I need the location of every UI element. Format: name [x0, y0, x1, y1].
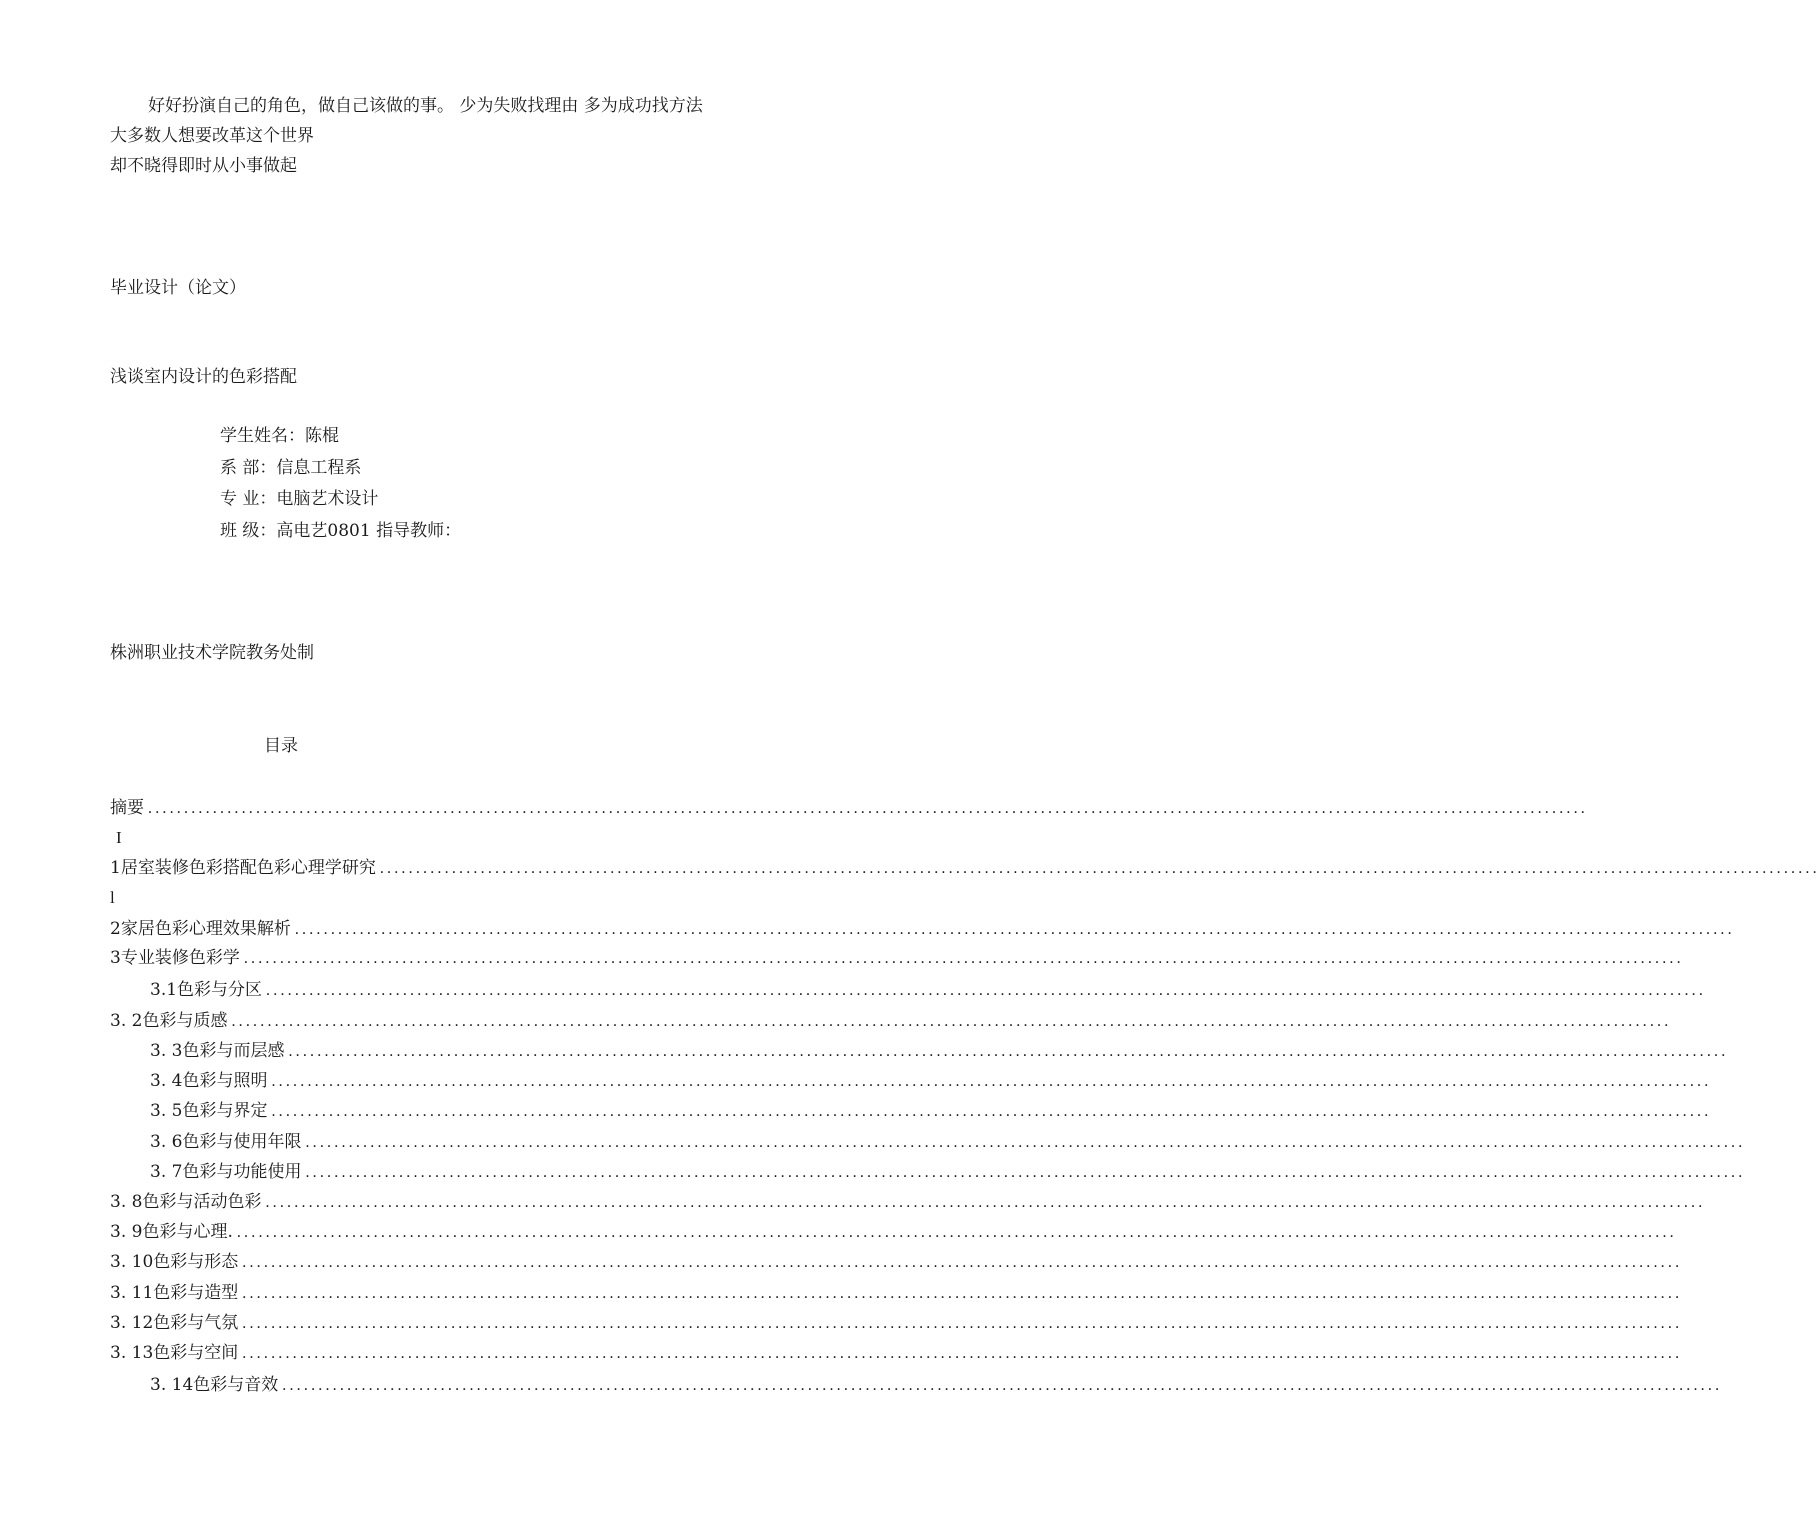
student-name: 学生姓名：陈棍 [220, 426, 339, 446]
toc-entry-label: 3专业装修色彩学 [110, 948, 240, 968]
toc-entry-label: 3. 9色彩与心理. [110, 1222, 233, 1242]
toc-entry[interactable] [150, 1069, 1712, 1094]
toc-dot-leader: ........................................................................................................................................................................................................ [305, 1134, 1746, 1151]
toc-dot-leader: ........................................................................................................................................................................................................ [282, 1377, 1723, 1394]
toc-dot-leader: ........................................................................................................................................................................................................ [271, 1073, 1712, 1090]
intro-line-3: 却不晓得即时从小事做起 [110, 156, 297, 176]
toc-entry[interactable] [110, 796, 1588, 821]
department: 系 部：信息工程系 [220, 458, 362, 478]
toc-dot-leader: ........................................................................................................................................................................................................ [236, 1224, 1677, 1241]
toc-entry-label: 3.1色彩与分区 [150, 980, 263, 1000]
toc-entry[interactable] [110, 856, 1820, 881]
doc-type-heading: 毕业设计（论文） [110, 278, 246, 298]
toc-entry[interactable] [110, 1341, 1683, 1366]
toc-entry[interactable] [110, 917, 1735, 942]
toc-dot-leader: ........................................................................................................................................................................................................ [265, 1194, 1706, 1211]
toc-entry-label: 3. 12色彩与气氛 [110, 1313, 239, 1333]
toc-dot-leader: ........................................................................................................................................................................................................ [271, 1103, 1712, 1120]
toc-entry-label: 3. 13色彩与空间 [110, 1343, 239, 1363]
toc-entry[interactable] [110, 946, 1684, 971]
toc-entry[interactable] [110, 1281, 1683, 1306]
toc-entry-label: 3. 3色彩与而层感 [150, 1041, 285, 1061]
toc-dot-leader: ........................................................................................................................................................................................................ [243, 950, 1684, 967]
toc-entry-page-number: l [110, 888, 115, 907]
toc-entry[interactable] [110, 1311, 1683, 1336]
class-and-advisor: 班 级：高电艺0801 指导教师： [220, 521, 462, 541]
toc-entry-label: 3. 14色彩与音效 [150, 1375, 279, 1395]
toc-entry[interactable] [150, 1099, 1712, 1124]
toc-entry[interactable] [150, 1130, 1746, 1155]
toc-dot-leader: ........................................................................................................................................................................................................ [294, 921, 1735, 938]
toc-dot-leader: ........................................................................................................................................................................................................ [242, 1254, 1683, 1271]
toc-dot-leader: ........................................................................................................................................................................................................ [288, 1043, 1729, 1060]
toc-entry-label: 摘要 [110, 798, 144, 818]
toc-entry-label: 3. 6色彩与使用年限 [150, 1132, 302, 1152]
toc-entry-label: 3. 7色彩与功能使用 [150, 1162, 302, 1182]
toc-dot-leader: ........................................................................................................................................................................................................ [148, 800, 1588, 817]
toc-entry[interactable] [150, 978, 1707, 1003]
toc-entry[interactable] [110, 1190, 1706, 1215]
toc-dot-leader: ........................................................................................................................................................................................................ [231, 1013, 1672, 1030]
intro-line-2: 大多数人想要改革这个世界 [110, 126, 314, 146]
major: 专 业：电脑艺术设计 [220, 489, 379, 509]
toc-dot-leader: ........................................................................................................................................................................................................ [242, 1285, 1683, 1302]
thesis-title: 浅谈室内设计的色彩搭配 [110, 367, 297, 387]
toc-entry-label: 1居室装修色彩搭配色彩心理学研究 [110, 858, 376, 878]
toc-dot-leader: ........................................................................................................................................................................................................ [266, 982, 1707, 999]
toc-entry[interactable] [110, 1220, 1677, 1245]
toc-entry[interactable] [110, 1009, 1672, 1034]
intro-line-1: 好好扮演自己的角色，做自己该做的事。 少为失败找理由 多为成功找方法 [148, 96, 703, 116]
toc-entry-label: 3. 5色彩与界定 [150, 1101, 268, 1121]
institution: 株洲职业技术学院教务处制 [110, 643, 314, 663]
toc-entry-label: 3. 4色彩与照明 [150, 1071, 268, 1091]
toc-entry-label: 3. 8色彩与活动色彩 [110, 1192, 262, 1212]
toc-entry[interactable] [150, 1373, 1723, 1398]
toc-entry-label: 3. 11色彩与造型 [110, 1283, 239, 1303]
toc-entry-page-number: I [116, 828, 122, 847]
toc-entry-label: 2家居色彩心理效果解析 [110, 919, 291, 939]
toc-dot-leader: ........................................................................................................................................................................................................ [379, 860, 1820, 877]
toc-dot-leader: ........................................................................................................................................................................................................ [242, 1345, 1683, 1362]
toc-dot-leader: ........................................................................................................................................................................................................ [242, 1315, 1683, 1332]
toc-entry[interactable] [110, 1250, 1683, 1275]
toc-entry[interactable] [150, 1160, 1746, 1185]
toc-heading: 目录 [264, 736, 298, 756]
toc-dot-leader: ........................................................................................................................................................................................................ [305, 1164, 1746, 1181]
toc-entry[interactable] [150, 1039, 1729, 1064]
toc-entry-label: 3. 2色彩与质感 [110, 1011, 228, 1031]
toc-entry-label: 3. 10色彩与形态 [110, 1252, 239, 1272]
